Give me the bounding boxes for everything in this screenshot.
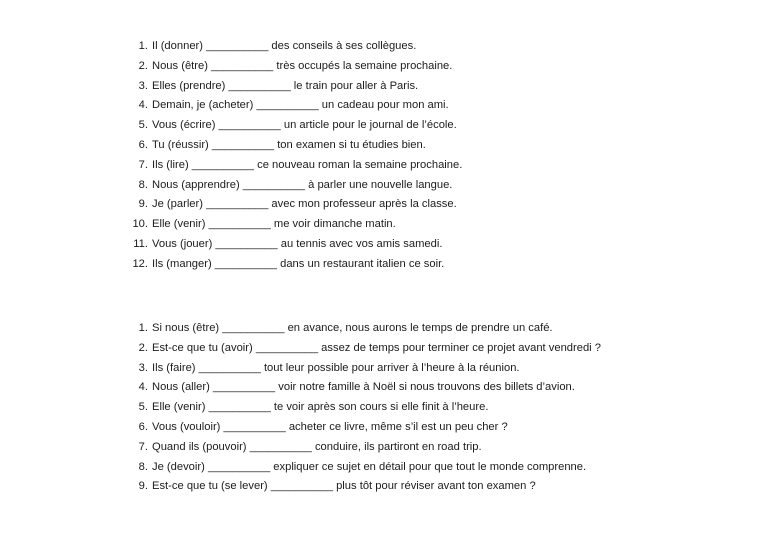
item-sentence: Elle (venir) __________ te voir après son cours si elle finit à l’heure. (152, 401, 489, 414)
item-number: 2. (138, 59, 148, 72)
item-sentence: Elle (venir) __________ me voir dimanche matin. (152, 218, 396, 231)
item-number: 7. (138, 158, 148, 171)
item-number: 7. (138, 440, 148, 453)
exercise-item (116, 398, 601, 418)
exercise-item (116, 215, 462, 235)
item-number: 6. (138, 420, 148, 433)
item-number: 3. (138, 361, 148, 374)
exercise-item (116, 378, 601, 398)
item-sentence: Ils (lire) __________ ce nouveau roman la semaine prochaine. (152, 158, 463, 171)
item-sentence: Tu (réussir) __________ ton examen si tu étudies bien. (152, 138, 426, 151)
exercise-item (116, 255, 462, 275)
item-sentence: Elles (prendre) __________ le train pour aller à Paris. (152, 79, 419, 92)
item-number: 3. (138, 79, 148, 92)
exercise-item (116, 477, 601, 497)
item-number: 4. (138, 99, 148, 112)
item-sentence: Je (devoir) __________ expliquer ce sujet en détail pour que tout le monde comprenne. (152, 460, 587, 473)
exercise-item (116, 57, 462, 77)
item-sentence: Est-ce que tu (se lever) __________ plus tôt pour réviser avant ton examen ? (152, 480, 536, 493)
item-sentence: Vous (vouloir) __________ acheter ce livre, même s’il est un peu cher ? (152, 420, 508, 433)
exercise-item (116, 176, 462, 196)
exercise-item (116, 136, 462, 156)
item-number: 5. (138, 401, 148, 414)
item-sentence: Nous (apprendre) __________ à parler une nouvelle langue. (152, 178, 453, 191)
item-sentence: Demain, je (acheter) __________ un cadeau pour mon ami. (152, 99, 449, 112)
item-sentence: Je (parler) __________ avec mon professeur après la classe. (152, 198, 457, 211)
item-number: 10. (132, 218, 148, 231)
exercise-item (116, 339, 601, 359)
item-number: 2. (138, 341, 148, 354)
item-number: 1. (138, 322, 148, 334)
exercise-item (116, 77, 462, 97)
exercise-item (116, 195, 462, 215)
item-number: 5. (138, 119, 148, 132)
item-sentence: Ils (manger) __________ dans un restaurant italien ce soir. (152, 257, 445, 270)
item-sentence: Vous (écrire) __________ un article pour le journal de l’école. (152, 119, 457, 132)
exercise-item (116, 96, 462, 116)
item-number: 6. (138, 138, 148, 151)
exercise-item (116, 359, 601, 379)
item-number: 4. (138, 381, 148, 394)
item-number: 8. (138, 178, 148, 191)
item-number: 9. (138, 198, 148, 211)
exercise-item (116, 438, 601, 458)
item-sentence: Vous (jouer) __________ au tennis avec vos amis samedi. (152, 237, 443, 250)
exercise-item (116, 418, 601, 438)
item-number: 1. (138, 40, 148, 52)
exercise-item (116, 156, 462, 176)
exercise-item (116, 116, 462, 136)
item-sentence: Si nous (être) __________ en avance, nous aurons le temps de prendre un café. (152, 322, 553, 334)
item-sentence: Il (donner) __________ des conseils à ses collègues. (152, 40, 417, 52)
exercise-item (116, 319, 601, 339)
exercise-item (116, 458, 601, 478)
exercise-item (116, 235, 462, 255)
exercise-list-1 (116, 37, 462, 275)
item-number: 11. (133, 237, 148, 250)
item-sentence: Nous (aller) __________ voir notre famille à Noël si nous trouvons des billets d’avion. (152, 381, 575, 394)
item-number: 9. (138, 480, 148, 493)
item-number: 12. (132, 257, 148, 270)
item-sentence: Nous (être) __________ très occupés la semaine prochaine. (152, 59, 453, 72)
item-sentence: Ils (faire) __________ tout leur possible pour arriver à l’heure à la réunion. (152, 361, 520, 374)
item-number: 8. (138, 460, 148, 473)
exercise-list-2 (116, 319, 601, 497)
item-sentence: Quand ils (pouvoir) __________ conduire, ils partiront en road trip. (152, 440, 482, 453)
item-sentence: Est-ce que tu (avoir) __________ assez de temps pour terminer ce projet avant vendredi ? (152, 341, 601, 354)
exercise-item (116, 37, 462, 57)
